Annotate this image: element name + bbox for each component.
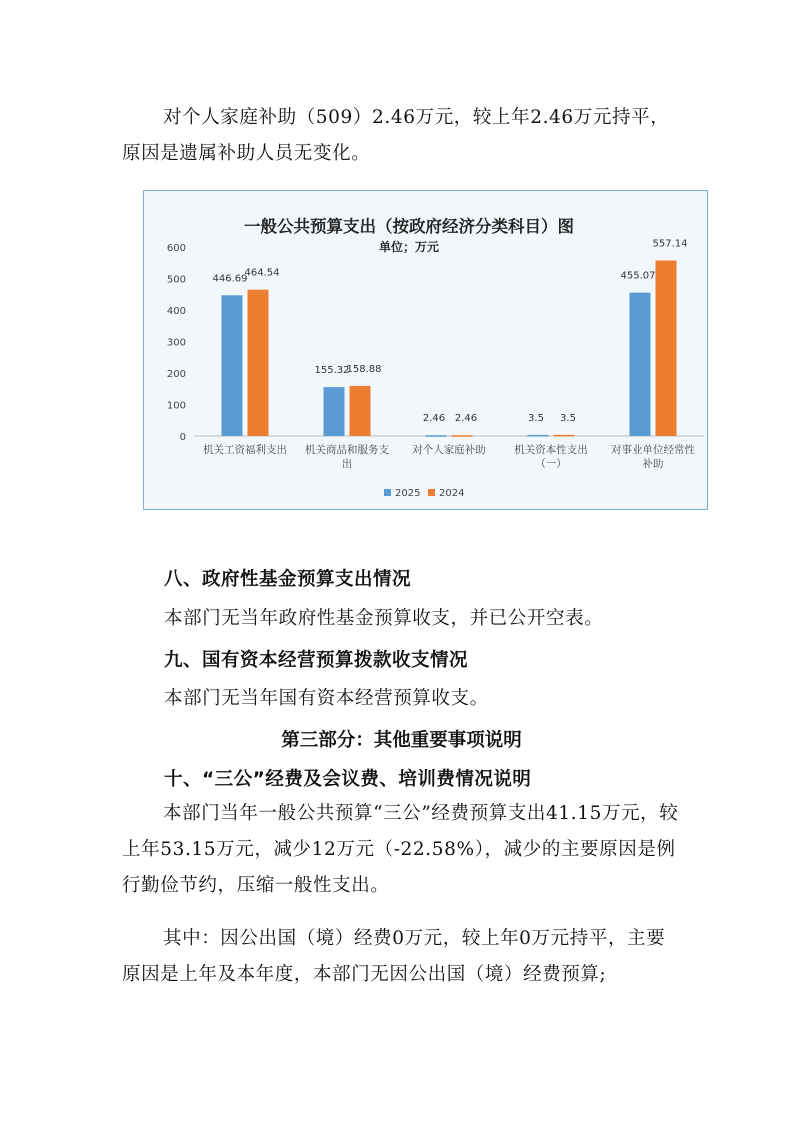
- bar-2025: [528, 435, 549, 437]
- data-label: 2.46: [454, 413, 478, 425]
- section-9-text: 本部门无当年国有资本经营预算收支。: [164, 688, 489, 709]
- y-tick-label: 200: [166, 369, 186, 380]
- part-3-heading: 第三部分：其他重要事项说明: [281, 730, 522, 751]
- legend-swatch-2024: [428, 489, 435, 496]
- section-8-text: 本部门无当年政府性基金预算收支，并已公开空表。: [164, 608, 604, 629]
- category-label: 补助: [642, 458, 664, 470]
- bar-2024: [452, 435, 473, 437]
- chart-subtitle: 单位；万元: [378, 240, 440, 254]
- bar-2024: [656, 261, 677, 436]
- bar-2025: [426, 435, 447, 437]
- category-label: 对事业单位经常性: [611, 444, 695, 456]
- data-label: 2.46: [422, 413, 446, 425]
- category-label: 机关商品和服务支: [305, 444, 389, 456]
- bar-2024: [248, 290, 269, 436]
- y-tick-label: 0: [179, 432, 186, 443]
- y-tick-label: 400: [166, 306, 186, 317]
- bar-2024: [350, 386, 371, 436]
- y-tick-label: 600: [166, 243, 186, 254]
- chart-canvas: [144, 191, 709, 511]
- data-label: 155.32: [314, 365, 350, 377]
- section-10-paragraph-1: 本部门当年一般公共预算“三公”经费预算支出41.15万元，较上年53.15万元，减少12万元（-22.58%），减少的主要原因是例行勤俭节约，压缩一般性支出。: [122, 803, 679, 896]
- category-label: 对个人家庭补助: [412, 444, 486, 456]
- section-9-heading: 九、国有资本经营预算拨款收支情况: [164, 650, 469, 671]
- category-label: 出: [341, 458, 353, 470]
- expenditure-bar-chart: [143, 190, 708, 510]
- data-label: 455.07: [620, 270, 656, 282]
- data-label: 158.88: [346, 363, 382, 375]
- legend-label-2025: 2025: [395, 488, 421, 499]
- paragraph-family-subsidy: 对个人家庭补助（509）2.46万元，较上年2.46万元持平，原因是遗属补助人员无变化。: [122, 107, 670, 164]
- data-label: 464.54: [244, 267, 280, 279]
- y-tick-label: 100: [166, 400, 186, 412]
- bar-2025: [324, 387, 345, 436]
- section-10-paragraph-2: 其中：因公出国（境）经费0万元，较上年0万元持平，主要原因是上年及本年度，本部门无因公出国（境）经费预算;: [122, 928, 666, 985]
- chart-title: 一般公共预算支出（按政府经济分类科目）图: [244, 217, 574, 236]
- data-label: 557.14: [652, 238, 688, 250]
- data-label: 446.69: [212, 273, 248, 285]
- section-8-heading: 八、政府性基金预算支出情况: [164, 569, 412, 590]
- section-10-heading: 十、“三公”经费及会议费、培训费情况说明: [164, 769, 532, 790]
- category-label: 机关资本性支出: [514, 444, 588, 456]
- bar-2025: [630, 293, 651, 436]
- legend-swatch-2025: [384, 489, 391, 496]
- bar-2025: [222, 295, 243, 436]
- category-label: （一）: [535, 458, 567, 470]
- category-label: 机关工资福利支出: [203, 444, 287, 456]
- y-tick-label: 300: [166, 337, 186, 349]
- data-label: 3.5: [528, 412, 544, 424]
- y-tick-label: 500: [166, 274, 186, 286]
- data-label: 3.5: [560, 412, 576, 424]
- bar-2024: [554, 435, 575, 437]
- legend-label-2024: 2024: [439, 488, 465, 499]
